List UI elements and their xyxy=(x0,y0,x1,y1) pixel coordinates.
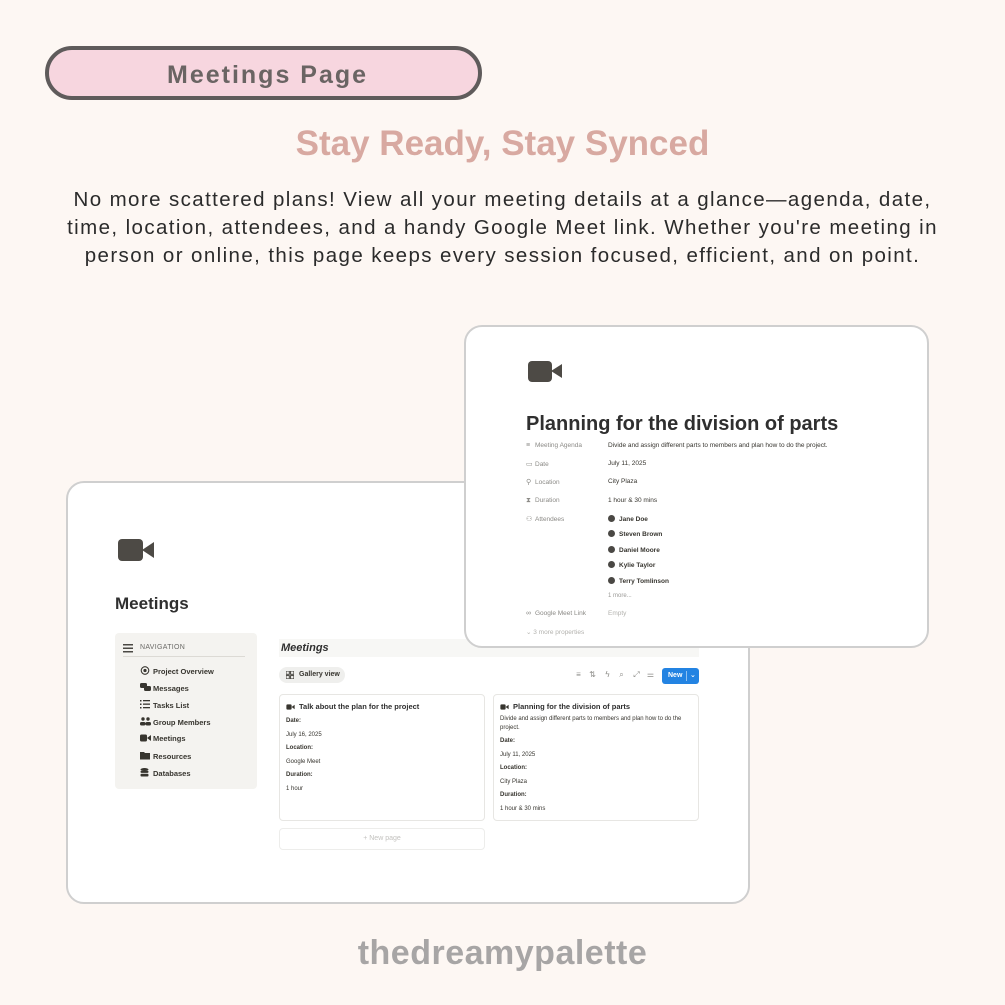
property-location xyxy=(526,478,560,486)
nav-item-label: Databases xyxy=(153,769,191,778)
property-label: Attendees xyxy=(535,516,565,523)
nav-item-label: Messages xyxy=(153,684,189,693)
pin-icon: ⚲ xyxy=(526,479,532,486)
person-icon xyxy=(608,561,615,568)
nav-item-tasks-list[interactable] xyxy=(140,700,189,712)
location-value[interactable]: City Plaza xyxy=(608,478,638,485)
people-icon: ⚇ xyxy=(526,516,533,523)
card-title: Talk about the plan for the project xyxy=(299,702,420,711)
video-camera-icon xyxy=(140,734,150,742)
gallery-view-label: Gallery view xyxy=(299,671,340,678)
attendee-name: Terry Tomlinson xyxy=(619,578,669,585)
attendee-name: Jane Doe xyxy=(619,516,648,523)
card-location: City Plaza xyxy=(500,779,528,785)
video-camera-icon xyxy=(286,704,295,710)
more-properties-toggle[interactable] xyxy=(526,628,584,636)
property-duration xyxy=(526,497,560,505)
attendee[interactable] xyxy=(608,577,669,585)
card-location-label: Location: xyxy=(286,745,313,751)
attendee-name: Steven Brown xyxy=(619,531,663,538)
card-date-label: Date: xyxy=(286,718,302,724)
calendar-icon: ▭ xyxy=(526,461,533,468)
gallery-card[interactable] xyxy=(279,694,485,821)
nav-item-label: Tasks List xyxy=(153,701,190,710)
filter-icon[interactable]: ≡ xyxy=(576,670,581,679)
meetings-page-badge xyxy=(45,46,482,100)
property-label: Date xyxy=(535,461,549,468)
property-google-meet-link xyxy=(526,610,586,617)
chevron-down-icon: ⌄ xyxy=(526,629,534,636)
google-meet-link-value[interactable]: Empty xyxy=(608,610,627,617)
text-lines-icon: ≡ xyxy=(526,442,531,449)
automation-icon[interactable]: ϟ xyxy=(605,670,610,679)
card-duration-label: Duration: xyxy=(500,792,527,798)
meeting-detail-preview xyxy=(464,325,929,648)
page-title: Meetings xyxy=(115,594,189,613)
attendee-name: Kylie Taylor xyxy=(619,562,656,569)
person-icon xyxy=(608,577,615,584)
card-duration-label: Duration: xyxy=(286,772,313,778)
nav-item-databases[interactable] xyxy=(140,768,191,780)
card-location-label: Location: xyxy=(500,765,527,771)
badge-label: Meetings Page xyxy=(167,61,369,89)
new-page-label: + New page xyxy=(363,835,401,842)
property-label: Google Meet Link xyxy=(535,610,586,617)
property-label: Location xyxy=(535,479,560,486)
folder-icon xyxy=(140,751,150,759)
nav-item-label: Project Overview xyxy=(153,667,214,676)
nav-item-group-members[interactable] xyxy=(140,717,211,729)
navigation-panel xyxy=(115,633,257,789)
brand-name: thedreamypalette xyxy=(357,934,648,972)
card-title: Planning for the division of parts xyxy=(513,702,631,711)
attendee[interactable] xyxy=(608,546,660,554)
date-value[interactable]: July 11, 2025 xyxy=(608,460,647,467)
property-attendees xyxy=(526,515,564,523)
new-button[interactable] xyxy=(662,668,699,684)
nav-item-project-overview[interactable] xyxy=(140,666,214,678)
more-properties-label: 3 more properties xyxy=(533,629,585,636)
card-date-label: Date: xyxy=(500,738,516,744)
search-icon[interactable]: ⌕ xyxy=(619,670,624,679)
video-camera-icon xyxy=(500,704,509,710)
chat-icon xyxy=(140,683,150,691)
property-date xyxy=(526,460,549,468)
card-description-continued: project. xyxy=(500,725,520,731)
property-label: Meeting Agenda xyxy=(535,442,582,449)
grid-icon xyxy=(286,671,294,679)
attendee[interactable] xyxy=(608,561,655,569)
nav-item-resources[interactable] xyxy=(140,751,191,763)
menu-icon xyxy=(123,644,133,653)
nav-item-label: Resources xyxy=(153,752,192,761)
headline: Stay Ready, Stay Synced xyxy=(295,124,710,163)
card-date: July 11, 2025 xyxy=(500,752,536,758)
property-label: Duration xyxy=(535,497,560,504)
list-icon xyxy=(140,700,150,708)
meeting-title: Planning for the division of parts xyxy=(526,413,839,435)
nav-item-messages[interactable] xyxy=(140,683,189,695)
expand-icon[interactable]: ⤢ xyxy=(633,670,640,679)
new-button-divider xyxy=(686,671,687,681)
navigation-heading xyxy=(123,643,245,657)
navigation-heading-label: NAVIGATION xyxy=(140,644,186,651)
card-date: July 16, 2025 xyxy=(286,732,322,738)
card-description: Divide and assign different parts to members and plan how to do the xyxy=(500,716,682,722)
people-icon xyxy=(140,717,150,725)
link-icon: ∞ xyxy=(526,610,531,617)
sort-icon[interactable]: ⇅ xyxy=(589,670,596,679)
database-title: Meetings xyxy=(281,642,329,654)
intro-text: No more scattered plans! View all your meeting details at a glance—agenda, date, time, location, attendees, and a handy Google Meet link. Whether you're meeting in person or online, this page keeps every session focused, efficient, and on point. xyxy=(67,188,938,267)
target-icon xyxy=(140,666,150,674)
gallery-card[interactable] xyxy=(493,694,699,821)
person-icon xyxy=(608,515,615,522)
card-duration: 1 hour & 30 mins xyxy=(500,806,546,812)
card-duration: 1 hour xyxy=(286,786,304,792)
person-icon xyxy=(608,546,615,553)
database-icon xyxy=(140,768,150,776)
more-attendees-link[interactable]: 1 more... xyxy=(608,593,632,599)
duration-value[interactable]: 1 hour & 30 mins xyxy=(608,497,658,504)
new-button-label: New xyxy=(668,672,683,679)
new-page-button[interactable] xyxy=(279,828,485,850)
hourglass-icon: ⧗ xyxy=(526,497,531,504)
chevron-down-icon[interactable]: ⌄ xyxy=(690,672,696,679)
card-location: Google Meet xyxy=(286,759,321,765)
attendee[interactable] xyxy=(608,515,648,523)
gallery-view-tab[interactable] xyxy=(279,667,345,683)
nav-item-label: Group Members xyxy=(153,718,211,727)
meeting-agenda-value[interactable]: Divide and assign different parts to members and plan how to do the project. xyxy=(608,442,828,449)
attendee-name: Daniel Moore xyxy=(619,547,660,554)
settings-icon[interactable]: ⚌ xyxy=(646,670,655,679)
property-meeting-agenda xyxy=(526,442,582,449)
attendee[interactable] xyxy=(608,530,662,538)
person-icon xyxy=(608,530,615,537)
nav-item-meetings[interactable] xyxy=(140,734,186,746)
nav-item-label: Meetings xyxy=(153,734,186,743)
